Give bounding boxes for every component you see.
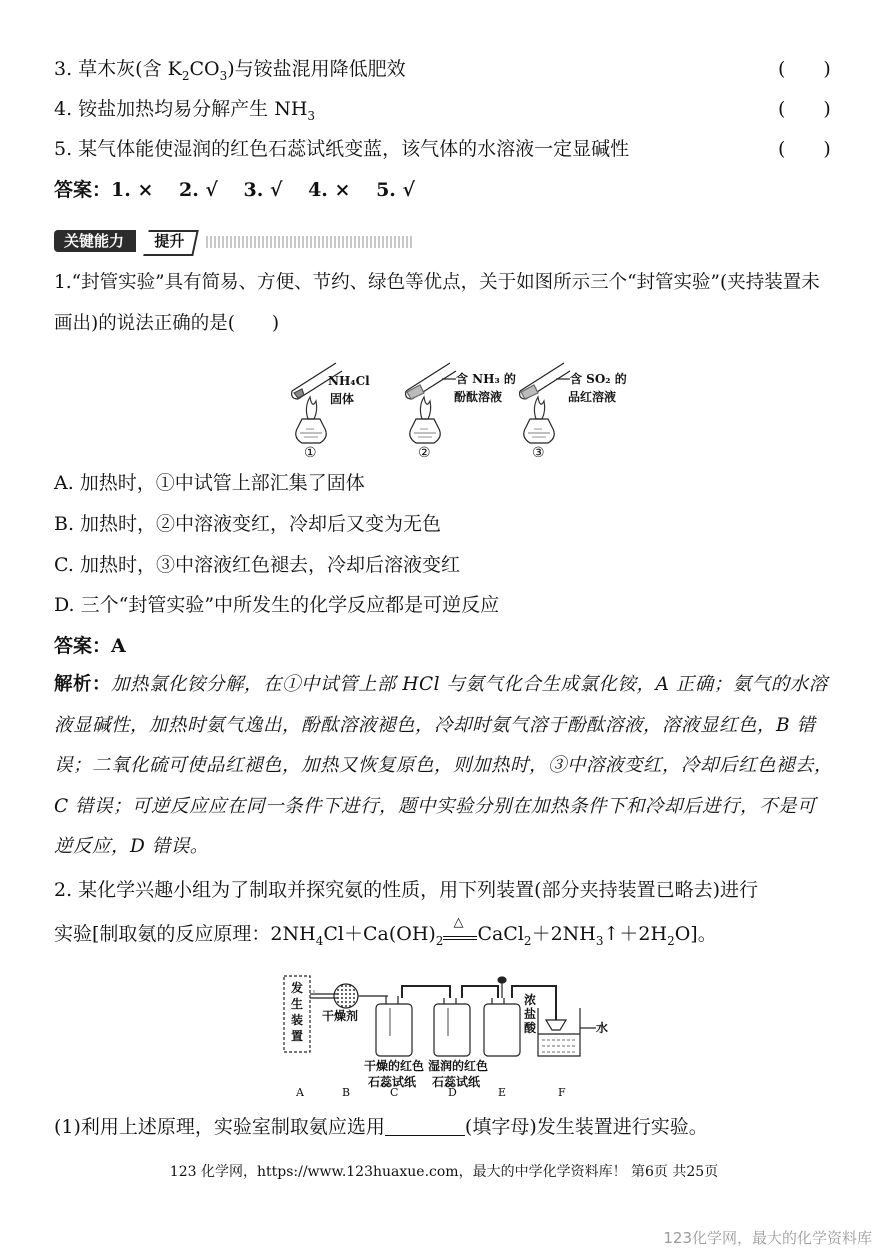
option-a: A. 加热时，①中试管上部汇集了固体 [54,472,365,494]
q3-sub1: 2 [181,68,190,83]
section-badge [54,230,414,252]
drying-tube [334,984,358,1008]
num-1: ① [304,445,317,461]
badge-left-label: 关键能力 [54,230,136,252]
acid-label-2: 盐 [524,1007,537,1021]
badge-stripe [206,236,414,248]
tube3-label-2: 品红溶液 [568,390,617,404]
eq-part-4: ＋2NH [531,923,596,945]
eq-part-5: ↑＋2H [603,923,668,945]
tube3-label-1: 含 SO₂ 的 [570,372,627,386]
option-b: B. 加热时，②中溶液变红，冷却后又变为无色 [54,513,442,535]
letter-e: E [498,1086,507,1099]
answers-line: 答案：1. × 2. √ 3. √ 4. × 5. √ [54,179,416,201]
letter-d: D [448,1086,457,1099]
question-4 [54,96,315,129]
bottle-c-label-2: 石蕊试纸 [368,1075,417,1089]
bottle-c [376,1004,412,1056]
page-footer: 123 化学网，https://www.123huaxue.com，最大的中学化学资料库！ 第6页 共25页 [169,1164,719,1180]
problem1-answer [54,633,126,659]
q3-mid: CO [189,58,220,80]
letter-c: C [390,1086,399,1099]
question-5: 5. 某气体能使湿润的红色石蕊试纸变蓝，该气体的水溶液一定显碱性 [54,138,630,160]
heat-arrow [443,915,477,940]
apparatus-3 [520,363,570,443]
num-3: ③ [532,445,545,461]
q3-text: 3. 草木灰(含 K [54,58,182,80]
sub1-prefix: (1)利用上述原理，实验室制取氨应选用 [54,1116,385,1138]
ammonia-apparatus-figure [280,968,620,1100]
water-label: 水 [596,1021,609,1035]
eq-sub-4: 3 [595,933,604,948]
apparatus-2 [406,363,456,443]
problem2-sub1 [54,1114,708,1140]
letter-b: B [342,1086,351,1099]
bottle-c-label-1: 干燥的红色 [364,1059,425,1073]
option-c: C. 加热时，③中溶液红色褪去，冷却后溶液变红 [54,554,460,576]
analysis-label: 解析： [54,674,112,695]
acid-label-1: 浓 [524,993,537,1007]
analysis-text: 加热氯化铵分解，在①中试管上部 HCl 与氨气化合生成氯化铵，A 正确；氨气的水溶液显碱性，加热时氨气逸出，酚酞溶液褪色，冷却时氨气溶于酚酞溶液，溶液显红色，B 错误；二氧化硫可使品红褪色，加热又恢复原色，则加热时，③中溶液变红，冷却后红色褪去，C 错误；可逆反应应在同一条件下进行，题中实验分别在加热条件下和冷却后进行，不是可逆反应，D 错误。 [54,674,834,857]
q4-answer-paren: ( ) [778,98,831,120]
dryer-label: 干燥剂 [322,1009,359,1023]
acid-label-3: 酸 [524,1021,537,1035]
tube1-label-1: NH₄Cl [328,374,370,388]
eq-part-2: Cl＋Ca(OH) [323,923,436,945]
letter-a: A [296,1086,304,1099]
eq-sub-1: 4 [315,933,324,948]
letter-f: F [558,1086,566,1099]
tube2-label-2: 酚酞溶液 [454,390,503,404]
problem2-stem-line2 [54,915,717,954]
q3-answer-paren: ( ) [778,58,831,80]
q4-text: 4. 铵盐加热均易分解产生 NH [54,98,308,120]
heat-symbol: △ [453,915,464,930]
eq-sub-2: 2 [435,933,444,948]
bottle-e [484,1004,520,1056]
q5-answer-paren: ( ) [778,138,831,160]
answer-value: A [111,635,126,657]
sealed-tube-figure [280,355,627,461]
sub1-suffix: (填字母)发生装置进行实验。 [464,1116,708,1138]
option-d: D. 三个“封管实验”中所发生的化学反应都是可逆反应 [54,594,500,616]
bottle-d-label-1: 湿润的红色 [428,1059,489,1073]
answer-blank[interactable] [385,1117,465,1136]
problem1-analysis [54,665,834,868]
gen-label-4: 置 [291,1029,304,1043]
eq-sub-3: 2 [523,933,532,948]
badge-right-text: 提升 [154,232,185,250]
question-3 [54,56,406,89]
beaker-f [538,1008,580,1056]
eq-part-1: 实验[制取氨的反应原理：2NH [54,923,316,945]
bottle-d-label-2: 石蕊试纸 [432,1075,481,1089]
gen-label-2: 生 [291,997,304,1011]
q4-sub: 3 [307,108,316,123]
eq-sub-5: 2 [667,933,675,948]
gen-label-1: 发 [291,981,304,995]
eq-part-6: O]。 [674,923,717,945]
problem1-stem: 1.“封管实验”具有简易、方便、节约、绿色等优点，关于如图所示三个“封管实验”(夹持装置未画出)的说法正确的是( ) [54,272,820,334]
tube2-label-1: 含 NH₃ 的 [456,372,516,386]
bottle-d [434,1004,470,1056]
num-2: ② [418,445,431,461]
q3-suffix: )与铵盐混用降低肥效 [227,58,406,80]
gen-label-3: 装 [291,1013,304,1027]
watermark: 123化学网，最大的化学资料库 [663,1229,872,1247]
badge-right-label [143,230,199,256]
eq-part-3: CaCl [477,923,524,945]
problem2-stem-line1: 2. 某化学兴趣小组为了制取并探究氨的性质，用下列装置(部分夹持装置已略去)进行 [54,879,758,901]
tube1-label-2: 固体 [330,392,355,406]
answer-label: 答案： [54,635,112,657]
q3-sub2: 3 [219,68,228,83]
